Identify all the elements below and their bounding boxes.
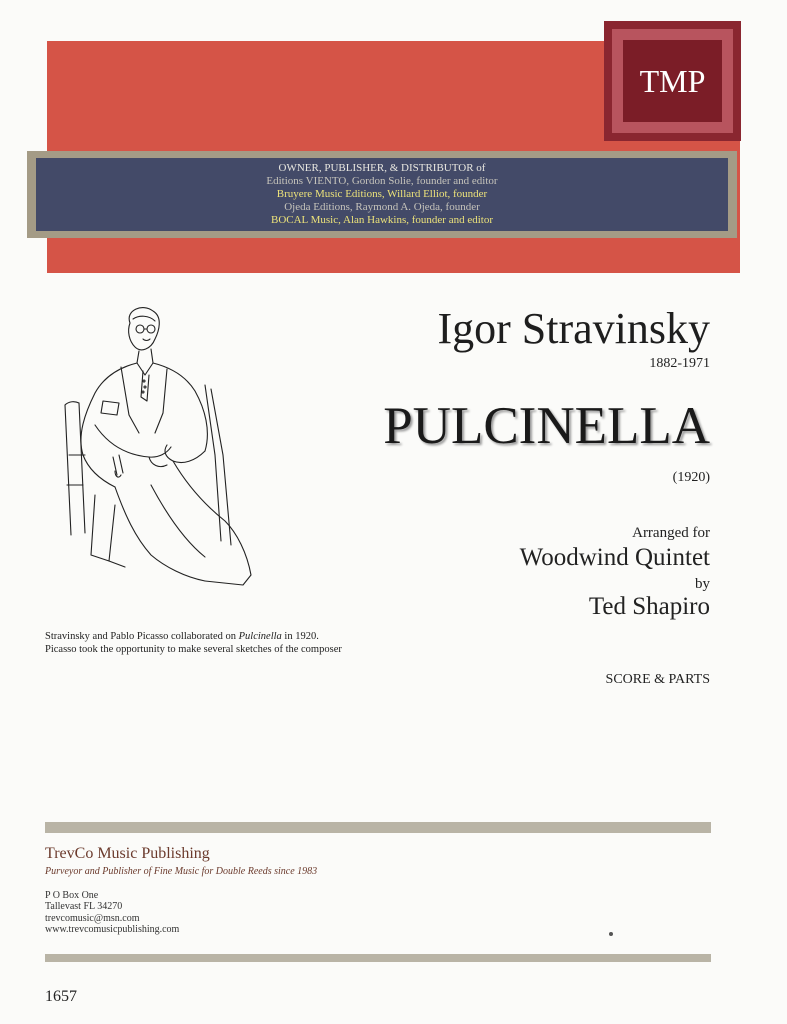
banner-line-viento: Editions VIENTO, Gordon Solie, founder and editor	[266, 175, 498, 187]
address-city: Tallevast FL 34270	[45, 901, 123, 912]
tmp-logo-badge	[604, 21, 741, 141]
arranged-for-label: Arranged for	[632, 525, 710, 541]
badge-core	[623, 40, 722, 122]
composer-name: Igor Stravinsky	[437, 304, 710, 353]
publisher-email: trevcomusic@msn.com	[45, 913, 140, 924]
banner-line-bocal: BOCAL Music, Alan Hawkins, founder and editor	[270, 214, 493, 226]
caption-line-1-title: Pulcinella	[238, 631, 282, 642]
caption-line-1-pre: Stravinsky and Pablo Picasso collaborated on	[45, 631, 239, 642]
banner-line-ojeda: Ojeda Editions, Raymond A. Ojeda, founder	[284, 201, 480, 213]
footer-rule-bottom	[45, 954, 711, 962]
caption-line-1	[45, 630, 385, 643]
publisher-name: TrevCo Music Publishing	[45, 845, 210, 862]
composer-dates: 1882-1971	[649, 356, 710, 371]
publisher-banner-inner	[36, 158, 728, 231]
ensemble-name: Woodwind Quintet	[519, 544, 710, 571]
arranger-name: Ted Shapiro	[588, 593, 710, 620]
stravinsky-portrait-sketch	[55, 305, 260, 595]
decorative-dot	[609, 932, 613, 936]
work-title: PULCINELLA	[383, 397, 710, 455]
badge-label: TMP	[639, 62, 706, 99]
edition-label: SCORE & PARTS	[605, 672, 710, 687]
address-po-box: P O Box One	[45, 890, 99, 901]
publisher-tagline: Purveyor and Publisher of Fine Music for Double Reeds since 1983	[45, 866, 318, 877]
portrait-caption	[45, 630, 385, 656]
caption-line-2: Picasso took the opportunity to make several sketches of the composer	[45, 644, 342, 655]
publisher-website: www.trevcomusicpublishing.com	[45, 924, 180, 935]
catalog-number: 1657	[45, 988, 77, 1005]
by-label: by	[695, 576, 710, 592]
footer-rule-top	[45, 822, 711, 833]
caption-line-1-post: in 1920.	[281, 631, 319, 642]
banner-line-owner: OWNER, PUBLISHER, & DISTRIBUTOR of	[278, 162, 486, 174]
banner-line-bruyere: Bruyere Music Editions, Willard Elliot, founder	[276, 188, 488, 200]
work-year: (1920)	[672, 470, 710, 485]
